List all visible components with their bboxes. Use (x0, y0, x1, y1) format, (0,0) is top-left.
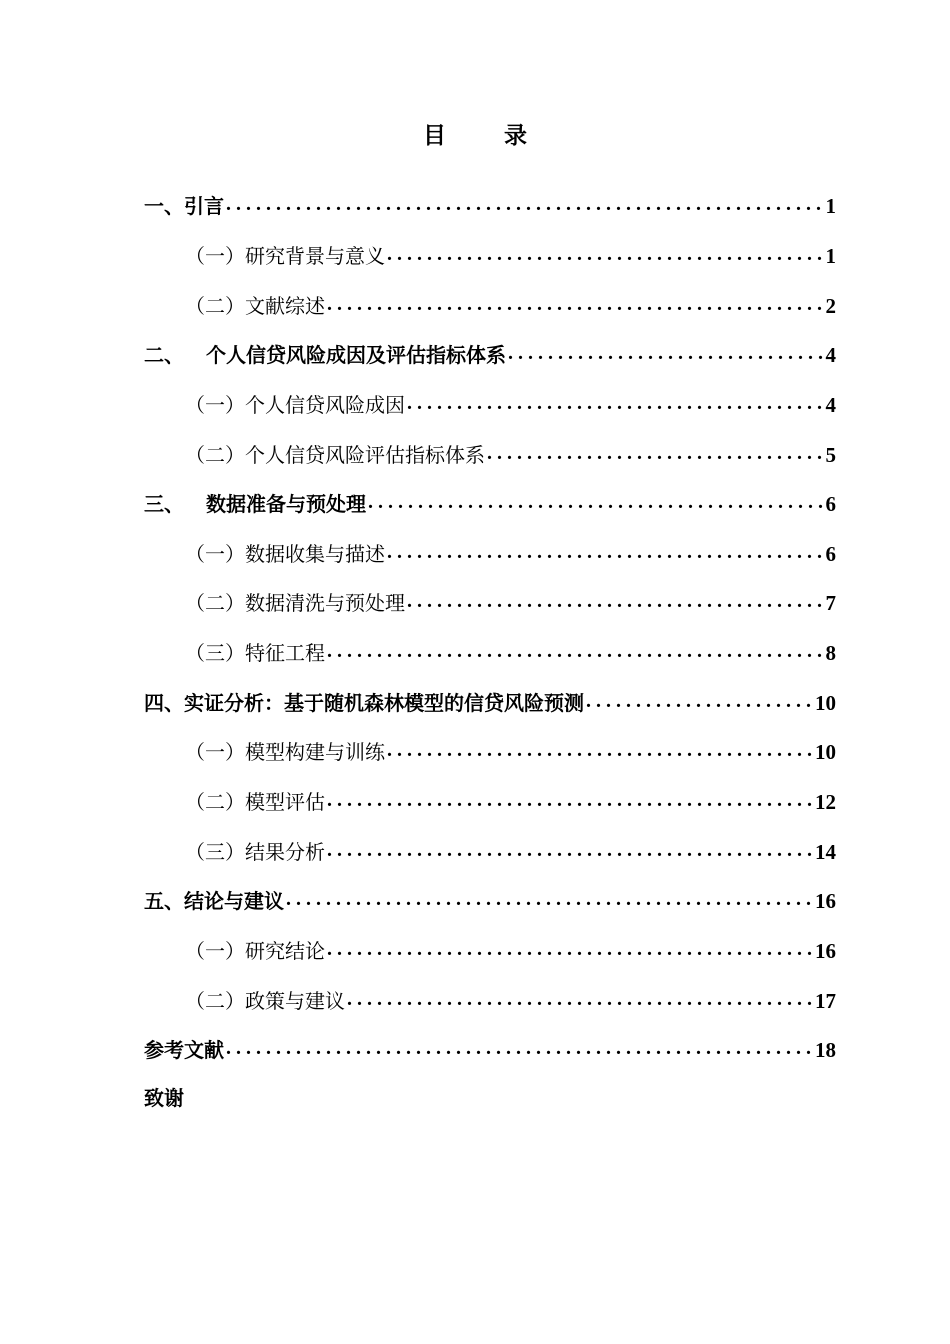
dot-leader (586, 683, 813, 719)
toc-entry[interactable] (144, 1032, 836, 1068)
toc-entry-prefix: （二） (185, 294, 245, 318)
toc-entry-page: 6 (825, 542, 836, 566)
dot-leader (407, 583, 824, 619)
toc-entry-prefix: 二、 (144, 343, 184, 367)
toc-entry-text: 数据准备与预处理 (206, 492, 366, 516)
toc-entry-text: 引言 (184, 194, 224, 218)
toc-entry[interactable] (185, 536, 836, 572)
toc-entry-text: 数据收集与描述 (245, 542, 385, 566)
toc-entry-text: 模型评估 (245, 790, 325, 814)
toc-entry[interactable] (185, 983, 836, 1019)
dot-leader (286, 881, 813, 917)
dot-leader (226, 1030, 813, 1066)
toc-entry-page: 17 (815, 989, 836, 1013)
toc-entry-prefix: 三、 (144, 492, 184, 516)
toc-entry[interactable] (144, 337, 836, 373)
dot-leader (226, 186, 824, 222)
dot-leader (368, 484, 824, 520)
toc-entry-prefix: 五、 (144, 889, 184, 913)
toc-entry-prefix: （二） (185, 989, 245, 1013)
toc-entry-page: 6 (825, 492, 836, 516)
toc-entry-prefix: （一） (185, 393, 245, 417)
toc-entry-page: 16 (815, 939, 836, 963)
toc-entry-text: 结论与建议 (184, 889, 284, 913)
toc-entry-prefix: 四、 (144, 691, 184, 715)
toc-entry[interactable] (185, 238, 836, 274)
dot-leader (347, 981, 813, 1017)
toc-title (0, 118, 950, 154)
toc-entry[interactable] (144, 486, 836, 522)
toc-entry-text: 实证分析：基于随机森林模型的信贷风险预测 (184, 691, 584, 715)
toc-entry-prefix: （三） (185, 840, 245, 864)
toc-entry-page: 2 (825, 294, 836, 318)
toc-entry[interactable] (185, 387, 836, 423)
toc-entry-text: 模型构建与训练 (245, 740, 385, 764)
toc-entry-page: 8 (825, 641, 836, 665)
toc-title-char-2: 录 (504, 123, 527, 149)
toc-entry[interactable] (185, 734, 836, 770)
toc-entry-page: 16 (815, 889, 836, 913)
toc-entry-page: 7 (825, 591, 836, 615)
toc-entry[interactable] (144, 1080, 836, 1116)
toc-entry-page: 12 (815, 790, 836, 814)
toc-entry-page: 10 (815, 691, 836, 715)
toc-entry-page: 1 (825, 244, 836, 268)
toc-entry-prefix: （二） (185, 443, 245, 467)
toc-entry[interactable] (144, 883, 836, 919)
toc-entry-page: 4 (825, 343, 836, 367)
toc-entry-page: 1 (825, 194, 836, 218)
toc-entry[interactable] (185, 933, 836, 969)
dot-leader (327, 633, 824, 669)
toc-entry-text: 参考文献 (144, 1038, 224, 1062)
toc-entry[interactable] (185, 834, 836, 870)
dot-leader (327, 286, 824, 322)
toc-entry-page: 14 (815, 840, 836, 864)
toc-entry[interactable] (185, 288, 836, 324)
dot-leader (387, 534, 824, 570)
toc-entry-prefix: 一、 (144, 194, 184, 218)
toc-entry-text: 个人信贷风险成因 (245, 393, 405, 417)
toc-entry-page: 18 (815, 1038, 836, 1062)
dot-leader (387, 732, 813, 768)
toc-entry-text: 结果分析 (245, 840, 325, 864)
toc-entry-text: 特征工程 (245, 641, 325, 665)
toc-title-char-1: 目 (423, 123, 446, 149)
toc-entry[interactable] (185, 437, 836, 473)
toc-entry-text: 政策与建议 (245, 989, 345, 1013)
toc-entry-page: 10 (815, 740, 836, 764)
toc-entry-text: 致谢 (144, 1086, 184, 1110)
toc-entry-text: 研究背景与意义 (245, 244, 385, 268)
toc-entry-prefix: （二） (185, 591, 245, 615)
toc-entry-prefix: （一） (185, 939, 245, 963)
dot-leader (487, 435, 824, 471)
toc-entry[interactable] (144, 188, 836, 224)
toc-entry[interactable] (185, 585, 836, 621)
dot-leader (508, 335, 824, 371)
toc-entry[interactable] (185, 784, 836, 820)
toc-entry-page: 5 (825, 443, 836, 467)
toc-entry-text: 研究结论 (245, 939, 325, 963)
dot-leader (407, 385, 824, 421)
toc-entry-prefix: （二） (185, 790, 245, 814)
toc-entry-text: 数据清洗与预处理 (245, 591, 405, 615)
toc-entry[interactable] (185, 635, 836, 671)
toc-entry-page: 4 (825, 393, 836, 417)
toc-entry-prefix: （一） (185, 542, 245, 566)
dot-leader (327, 832, 813, 868)
toc-entry-text: 个人信贷风险成因及评估指标体系 (206, 343, 506, 367)
toc-entry-prefix: （一） (185, 740, 245, 764)
toc-entry[interactable] (144, 685, 836, 721)
toc-entry-prefix: （一） (185, 244, 245, 268)
dot-leader (327, 931, 813, 967)
dot-leader (327, 782, 813, 818)
toc-entry-text: 文献综述 (245, 294, 325, 318)
dot-leader (387, 236, 824, 272)
toc-entry-prefix: （三） (185, 641, 245, 665)
toc-entry-text: 个人信贷风险评估指标体系 (245, 443, 485, 467)
